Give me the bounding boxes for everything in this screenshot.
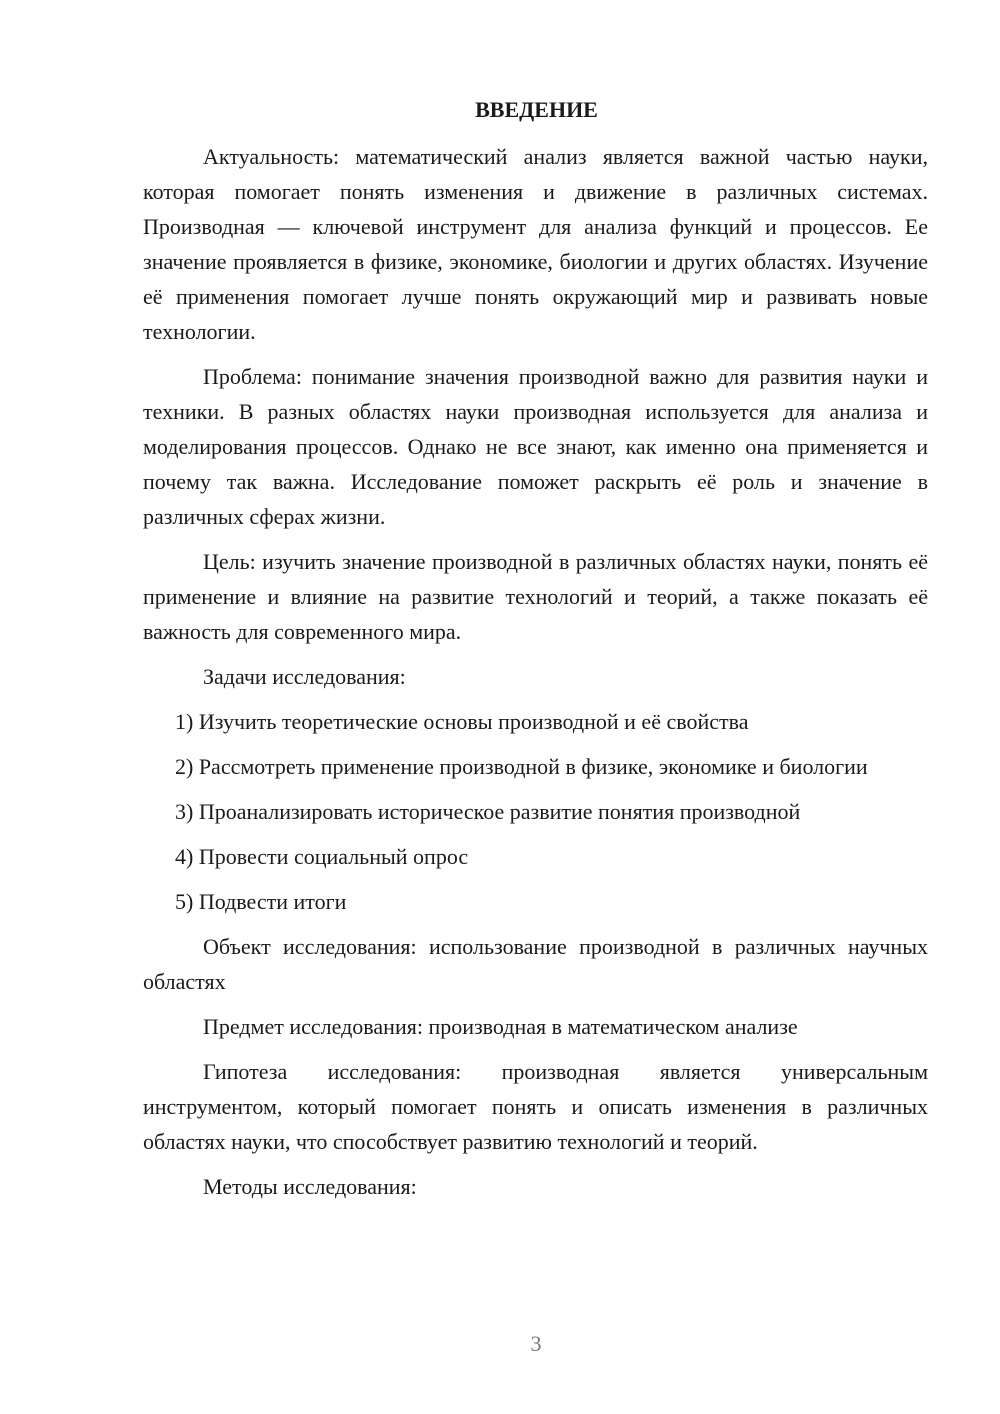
problem-paragraph: Проблема: понимание значения производной важно для развития науки и техники. В разных областях науки производная используется для анализа и моделирования процессов. Однако не все знают, как именно она применяется и почему так важна. Исследование поможет раскрыть её роль и значение в различных сферах жизни.	[143, 364, 928, 529]
task-item-3: 3) Проанализировать историческое развитие понятия производной	[175, 799, 801, 824]
task-item-2: 2) Рассмотреть применение производной в физике, экономике и биологии	[175, 754, 868, 779]
subject-paragraph: Предмет исследования: производная в математическом анализе	[203, 1014, 798, 1039]
page-content	[143, 92, 928, 1214]
goal-paragraph: Цель: изучить значение производной в различных областях науки, понять её применение и влияние на развитие технологий и теорий, а также показать её важность для современного мира.	[143, 549, 928, 644]
relevance-paragraph: Актуальность: математический анализ является важной частью науки, которая помогает понять изменения и движение в различных системах. Производная — ключевой инструмент для анализа функций и процессов. Ее значение проявляется в физике, экономике, биологии и других областях. Изучение её применения помогает лучше понять окружающий мир и развивать новые технологии.	[143, 144, 928, 344]
task-item-1: 1) Изучить теоретические основы производной и её свойства	[175, 709, 749, 734]
task-item-5: 5) Подвести итоги	[175, 889, 347, 914]
methods-title: Методы исследования:	[203, 1174, 417, 1199]
object-paragraph: Объект исследования: использование производной в различных научных областях	[143, 934, 928, 994]
page-number: 3	[530, 1331, 542, 1356]
section-heading: ВВЕДЕНИЕ	[475, 97, 598, 122]
task-item-4: 4) Провести социальный опрос	[175, 844, 469, 869]
tasks-title: Задачи исследования:	[203, 664, 406, 689]
hypothesis-paragraph: Гипотеза исследования: производная является универсальным инструментом, который помогает понять и описать изменения в различных областях науки, что способствует развитию технологий и теорий.	[143, 1059, 928, 1154]
